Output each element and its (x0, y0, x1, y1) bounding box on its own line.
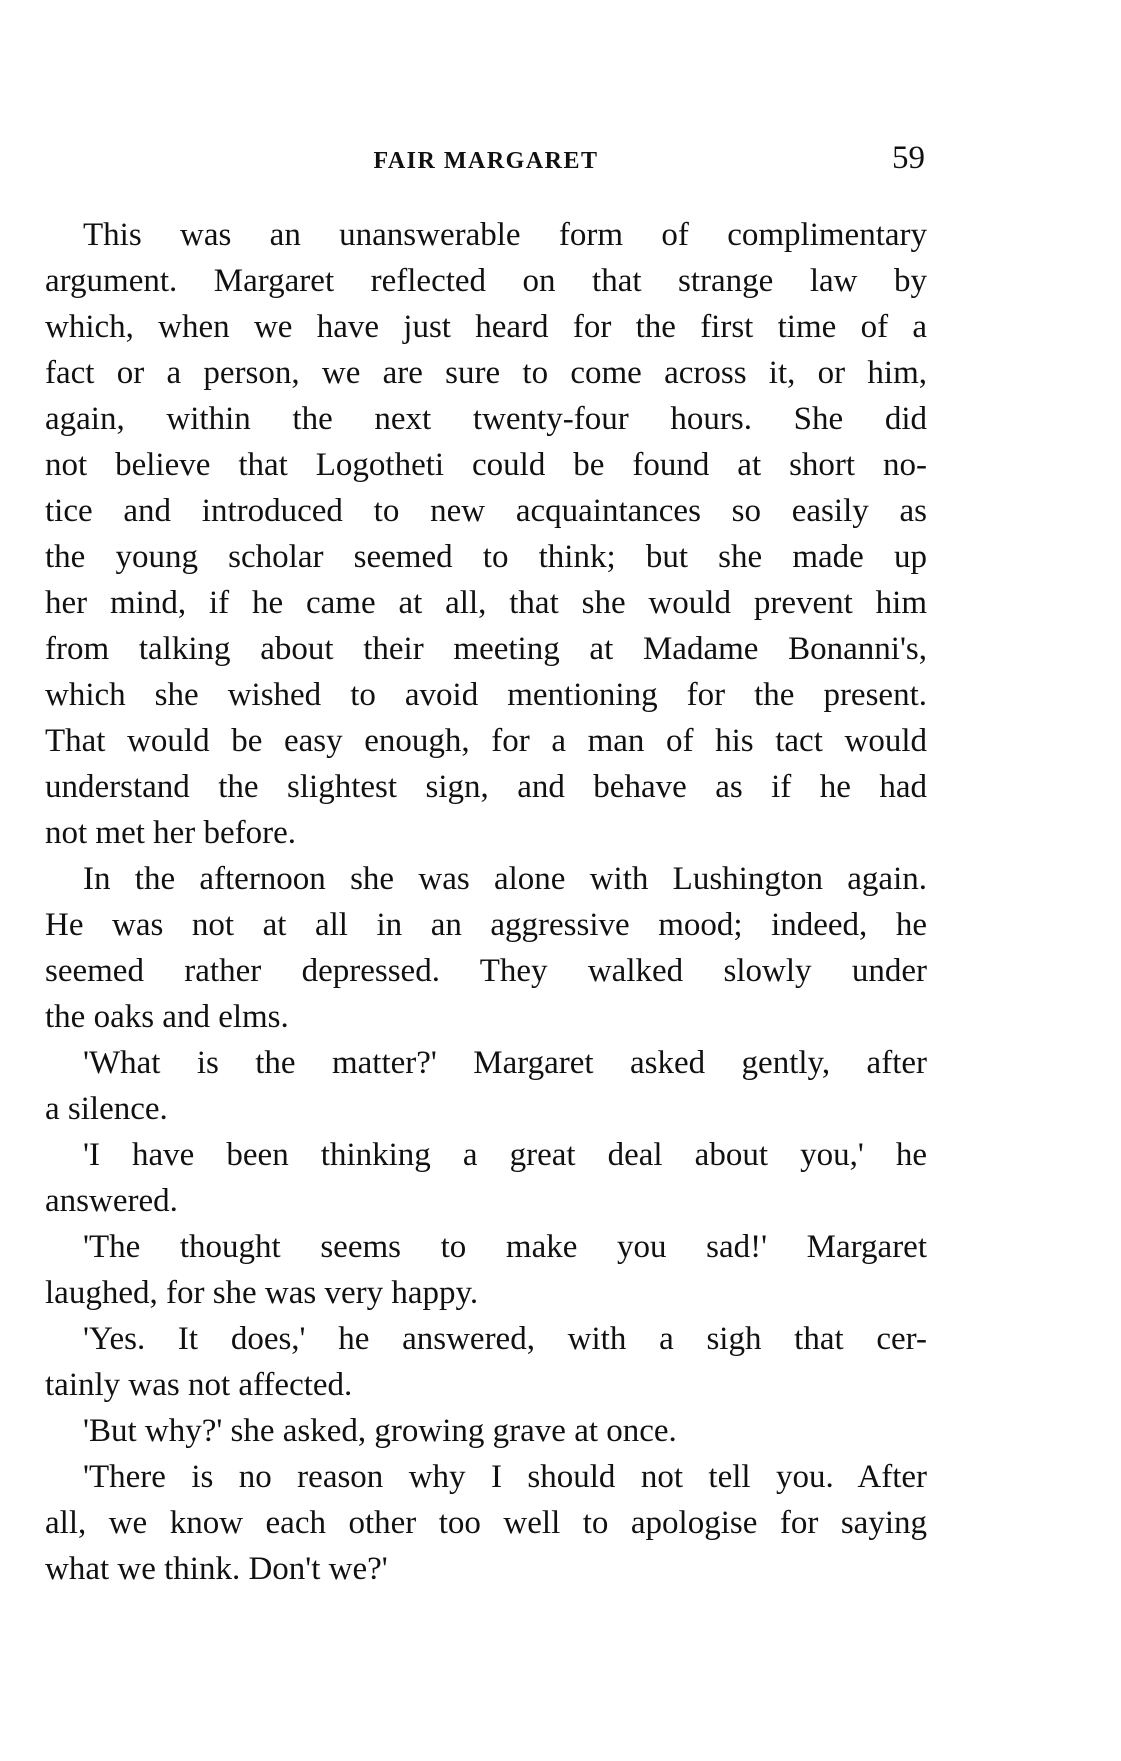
text-line: 'What is the matter?' Margaret asked gently, after (83, 1045, 927, 1081)
text-line: answered. (45, 1183, 178, 1219)
text-line: understand the slightest sign, and behave as if he had (45, 769, 927, 805)
page-number: 59 (892, 140, 925, 176)
text-line: In the afternoon she was alone with Lushington again. (83, 861, 927, 897)
text-line: This was an unanswerable form of complimentary (83, 217, 927, 253)
text-line: not met her before. (45, 815, 297, 851)
text-line: That would be easy enough, for a man of his tact would (45, 723, 927, 759)
text-line: argument. Margaret reflected on that strange law by (45, 263, 927, 299)
text-line: He was not at all in an aggressive mood; indeed, he (45, 907, 927, 943)
text-line: from talking about their meeting at Madame Bonanni's, (45, 631, 927, 667)
text-line: which, when we have just heard for the first time of a (45, 309, 927, 345)
text-line: what we think. Don't we?' (45, 1551, 388, 1587)
text-line: the young scholar seemed to think; but she made up (45, 539, 927, 575)
text-line: seemed rather depressed. They walked slowly under (45, 953, 927, 989)
text-line: tainly was not affected. (45, 1367, 353, 1403)
text-line: her mind, if he came at all, that she would prevent him (45, 585, 927, 621)
text-line: 'Yes. It does,' he answered, with a sigh that cer- (83, 1321, 927, 1357)
text-line: which she wished to avoid mentioning for the present. (45, 677, 927, 713)
text-line: 'There is no reason why I should not tell you. After (83, 1459, 927, 1495)
text-line: 'The thought seems to make you sad!' Margaret (83, 1229, 927, 1265)
text-line: 'But why?' she asked, growing grave at once. (83, 1413, 677, 1449)
text-line: tice and introduced to new acquaintances so easily as (45, 493, 927, 529)
text-line: the oaks and elms. (45, 999, 289, 1035)
body-text (45, 212, 927, 1592)
running-title: FAIR MARGARET (373, 148, 599, 174)
text-line: all, we know each other too well to apologise for saying (45, 1505, 927, 1541)
text-line: 'I have been thinking a great deal about you,' he (83, 1137, 927, 1173)
text-line: again, within the next twenty-four hours. She did (45, 401, 927, 437)
running-head (45, 140, 927, 180)
text-line: laughed, for she was very happy. (45, 1275, 479, 1311)
text-line: fact or a person, we are sure to come across it, or him, (45, 355, 927, 391)
text-line: not believe that Logotheti could be found at short no- (45, 447, 927, 483)
text-line: a silence. (45, 1091, 168, 1127)
